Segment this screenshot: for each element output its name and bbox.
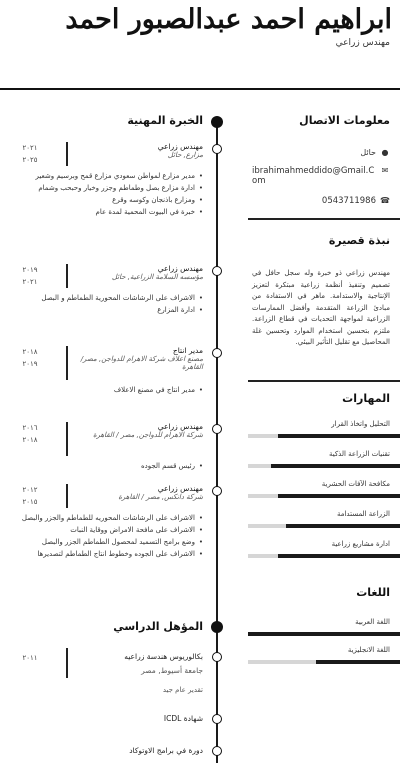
timeline-dot xyxy=(212,266,222,276)
date-divider xyxy=(66,142,68,166)
date-divider xyxy=(66,422,68,456)
date-divider xyxy=(66,346,68,380)
phone-text[interactable]: 0543711986 xyxy=(321,196,376,206)
experience-dates xyxy=(4,264,56,288)
experience-title: مهندس زراعي xyxy=(157,484,203,493)
timeline-dot xyxy=(212,144,222,154)
skill-bar xyxy=(248,524,400,528)
skill-bar-fill xyxy=(286,524,400,528)
experience-title: مهندس زراعي xyxy=(157,422,203,431)
experience-bullet: • الاشراف على الرشاشات المحورية الطماطم و البصل xyxy=(33,292,203,304)
bio-text: مهندس زراعي ذو خبرة وله سجل حافل في تصميم وتنفيذ أنظمة زراعية مبتكرة لتعزيز الإنتاجية والاستدامة. ماهر في الاستفادة من مبادئ الزراعة المتقدمة وأفضل الممارسات الزراعية لمواجهة التحديات في قطاع الزراعة. ملتزم بتحسين استخدام الموارد وتحسين غلة المحاصيل مع تقليل التأثير البيئي. xyxy=(252,269,390,346)
skills-heading: المهارات xyxy=(342,392,390,405)
skill-bar-fill xyxy=(278,554,400,558)
skill-bar xyxy=(248,434,400,438)
education-grade: تقدير عام جيد xyxy=(162,686,203,694)
timeline-dot xyxy=(212,714,222,724)
timeline-section-marker xyxy=(211,621,223,633)
language-bar-fill xyxy=(316,660,400,664)
experience-entry xyxy=(63,484,203,501)
experience-title: مهندس زراعي xyxy=(157,142,203,151)
experience-date: ٢٠١٢ xyxy=(22,486,38,494)
timeline-dot xyxy=(212,486,222,496)
phone-icon: ☎ xyxy=(380,196,390,205)
skill-label: تقنيات الزراعة الذكية xyxy=(328,450,390,458)
experience-org: شركة دانكس, مصر / القاهرة xyxy=(118,493,203,501)
education-heading: المؤهل الدراسي xyxy=(113,620,203,633)
languages-heading: اللغات xyxy=(356,586,390,599)
experience-entry xyxy=(63,422,203,439)
skill-bar xyxy=(248,464,400,468)
skill-label: مكافحة الآفات الحشرية xyxy=(321,480,390,488)
language-bar xyxy=(248,660,400,664)
contact-email xyxy=(250,166,390,186)
timeline-line xyxy=(216,121,218,763)
envelope-icon: ✉ xyxy=(381,166,389,175)
experience-org: مزارع, حائل xyxy=(167,151,203,159)
experience-date: ٢٠٢٥ xyxy=(22,156,38,164)
date-divider xyxy=(66,264,68,288)
language-label: اللغة العربية xyxy=(355,618,390,626)
experience-entry xyxy=(63,346,203,371)
skill-label: ادارة مشاريع زراعية xyxy=(331,540,390,548)
experience-bullet: • مدير مزارع لمواطن سعودي مزارع قمح وبرسيم وشعير xyxy=(33,170,203,182)
skill-bar-fill xyxy=(278,494,400,498)
date-divider xyxy=(66,648,68,678)
timeline-dot xyxy=(212,348,222,358)
experience-dates xyxy=(4,142,56,166)
experience-date: ٢٠١٨ xyxy=(22,348,38,356)
experience-bullets xyxy=(33,460,203,472)
skill-bar-fill xyxy=(271,464,400,468)
certificate-autocad: دورة في برامج الاوتوكاد xyxy=(129,746,203,755)
experience-bullet: • رئيس قسم الجوده xyxy=(33,460,203,472)
contact-divider xyxy=(248,218,400,220)
experience-bullets xyxy=(33,292,203,316)
experience-bullet: • الاشراف على الجوده وخطوط انتاج الطماطم لتصديرها xyxy=(33,548,203,560)
bio-divider xyxy=(248,380,400,382)
experience-dates xyxy=(4,346,56,370)
full-name: ابراهيم احمد عبدالصبور احمد xyxy=(65,4,392,35)
experience-entry xyxy=(63,142,203,159)
bio-heading: نبذة قصيرة xyxy=(328,234,390,247)
job-title: مهندس زراعي xyxy=(335,38,390,48)
language-label: اللغة الانجليزية xyxy=(347,646,390,654)
contact-phone xyxy=(250,196,390,206)
education-year: ٢٠١١ xyxy=(22,654,38,662)
experience-date: ٢٠١٩ xyxy=(22,360,38,368)
experience-bullet: • الاشراف على الرشاشات المحوريه للطماطم والجزر والبصل xyxy=(33,512,203,524)
experience-bullet: • ادارة المزارع xyxy=(33,304,203,316)
language-bar xyxy=(248,632,400,636)
experience-bullet: • ادارة مزارع بصل وطماطم وجزر وخيار وحبحب وشمام xyxy=(33,182,203,194)
experience-bullets xyxy=(33,170,203,218)
email-text[interactable]: ibrahimahmeddido@Gmail.Com xyxy=(252,166,375,186)
experience-bullets xyxy=(33,384,203,396)
experience-bullet: • الاشراف على مافحة الامراض ووقاية النبات xyxy=(33,524,203,536)
experience-date: ٢٠١٥ xyxy=(22,498,38,506)
timeline-dot xyxy=(212,424,222,434)
experience-entry xyxy=(63,264,203,281)
skill-bar xyxy=(248,494,400,498)
timeline-dot xyxy=(212,746,222,756)
experience-org: شركة الاهرام للدواجن, مصر / القاهرة xyxy=(92,431,203,439)
experience-date: ٢٠١٩ xyxy=(22,266,38,274)
certificate-icdl: شهادة ICDL xyxy=(163,714,203,723)
contact-location xyxy=(250,148,390,157)
location-pin-icon: ● xyxy=(381,148,389,157)
right-column xyxy=(248,90,400,768)
experience-bullets xyxy=(21,512,203,560)
skill-label: التحليل واتخاذ القرار xyxy=(331,420,390,428)
experience-heading: الخبرة المهنية xyxy=(127,114,203,127)
experience-title: مدير انتاج xyxy=(172,346,203,355)
timeline-section-marker xyxy=(211,116,223,128)
experience-bullet: • مدير انتاج في مصنع الاعلاف xyxy=(33,384,203,396)
experience-bullet: • وضع برامج التسميد لمحصول الطماطم الجزر والبصل xyxy=(33,536,203,548)
experience-bullet: • ومزارع باذنجان وكوسه وقرع xyxy=(33,194,203,206)
experience-date: ٢٠١٦ xyxy=(22,424,38,432)
experience-org: مؤسسه السلامة الزراعية, حائل xyxy=(111,273,203,281)
skill-bar-fill xyxy=(278,434,400,438)
experience-bullet: • خبرة في البيوت المحمية لمدة عام xyxy=(33,206,203,218)
experience-date: ٢٠١٨ xyxy=(22,436,38,444)
contact-heading: معلومات الاتصال xyxy=(299,114,390,127)
location-text: حائل xyxy=(360,148,376,157)
timeline-dot xyxy=(212,652,222,662)
experience-date: ٢٠٢١ xyxy=(22,144,38,152)
skill-bar xyxy=(248,554,400,558)
skill-label: الزراعة المستدامة xyxy=(336,510,390,518)
date-divider xyxy=(66,484,68,508)
experience-date: ٢٠٢١ xyxy=(22,278,38,286)
education-degree: بكالوريوس هندسة زراعيه xyxy=(124,652,203,661)
language-bar-fill xyxy=(248,632,400,636)
experience-org: مصنع اعلاف شركة الاهرام للدواجن, مصر/ القاهرة xyxy=(80,355,203,371)
experience-title: مهندس زراعي xyxy=(157,264,203,273)
education-school: جامعة أسيوط, مصر xyxy=(141,666,203,675)
experience-dates xyxy=(4,422,56,446)
experience-dates xyxy=(4,484,56,508)
